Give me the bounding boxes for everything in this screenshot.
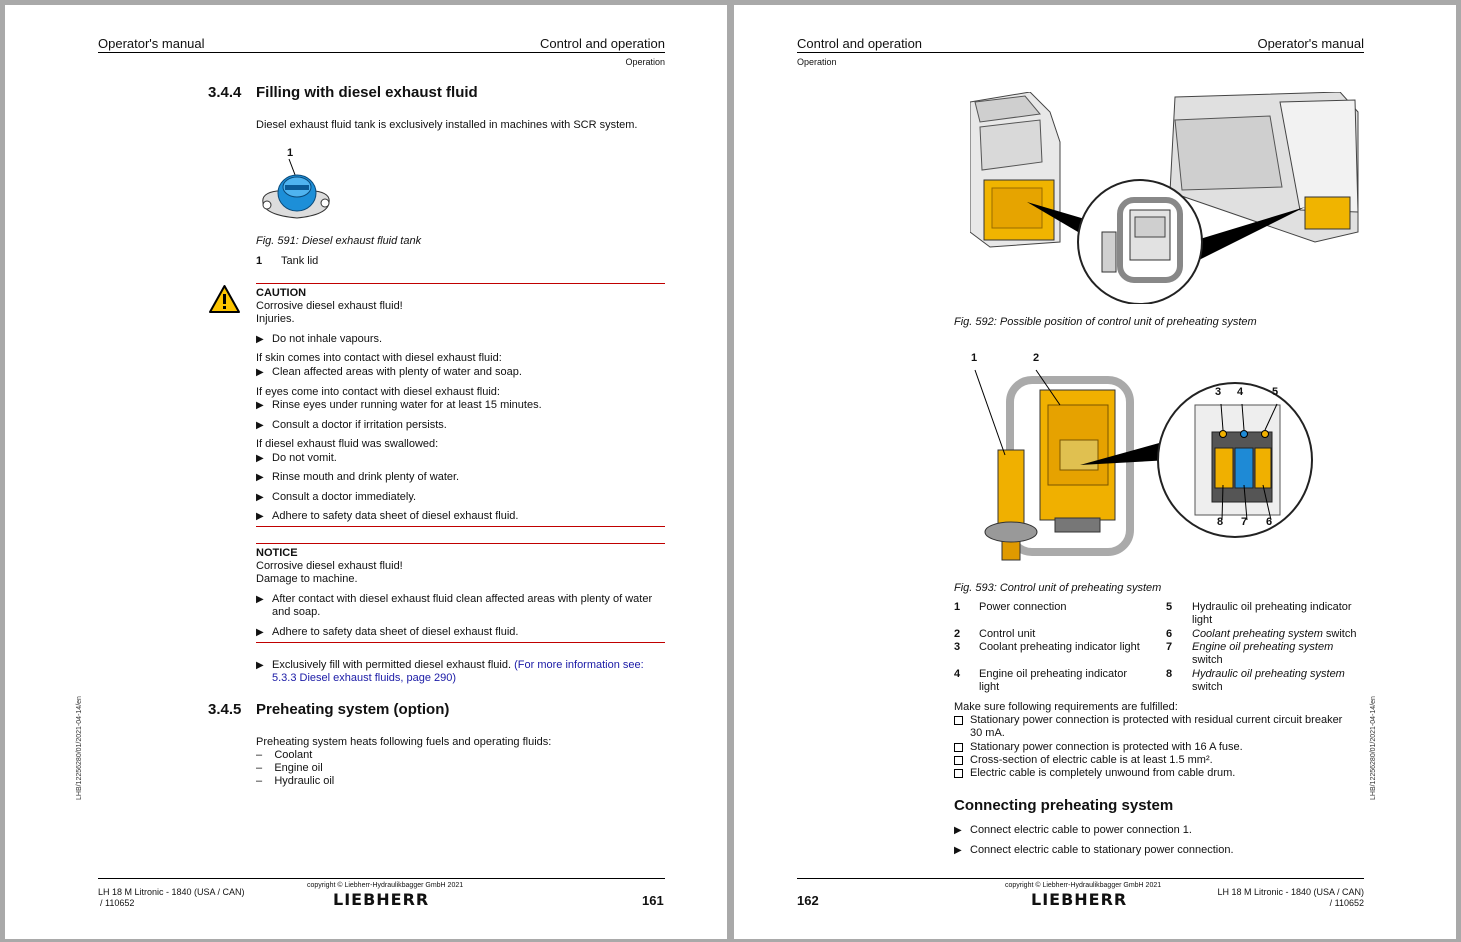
figure-caption: Fig. 593: Control unit of preheating system	[954, 582, 1162, 594]
caution-condition: If diesel exhaust fluid was swallowed:	[256, 438, 439, 450]
header-left: Operator's manual	[98, 36, 205, 51]
warning-triangle-icon	[208, 284, 241, 314]
cross-reference-link[interactable]: 5.3.3 Diesel exhaust fluids, page 290)	[272, 672, 457, 684]
header-left: Control and operation	[797, 36, 923, 51]
requirement-item: Electric cable is completely unwound from cable drum.	[954, 767, 1354, 780]
checkbox-icon	[954, 756, 963, 765]
machine-position-illustration	[970, 92, 1360, 304]
footer-rule	[797, 878, 1364, 879]
caution-bullet: ▶ Adhere to safety data sheet of diesel exhaust fluid.	[256, 510, 519, 522]
liebherr-logo: LIEBHERR	[1031, 890, 1128, 909]
footer-model: LH 18 M Litronic - 1840 (USA / CAN)	[1217, 887, 1364, 897]
section-number: 3.4.5	[208, 701, 242, 718]
bullet-triangle-icon: ▶	[256, 492, 264, 503]
section-title: Filling with diesel exhaust fluid	[256, 84, 478, 101]
bullet-triangle-icon: ▶	[256, 511, 264, 522]
dash-list-item: – Engine oil	[256, 762, 323, 774]
figure-callout: 8	[1217, 516, 1224, 528]
figure-callout: 2	[1033, 352, 1040, 364]
caution-condition: If skin comes into contact with diesel exhaust fluid:	[256, 352, 502, 364]
requirement-item: Stationary power connection is protected with residual current circuit breaker 30 mA.	[954, 714, 1354, 740]
footer-model: LH 18 M Litronic - 1840 (USA / CAN)	[98, 887, 245, 897]
bullet-triangle-icon: ▶	[954, 825, 962, 836]
caution-line1: Corrosive diesel exhaust fluid!	[256, 300, 403, 312]
section-title: Preheating system (option)	[256, 701, 450, 718]
fill-text: Exclusively fill with permitted diesel exhaust fluid.	[272, 659, 512, 671]
requirement-item: Stationary power connection is protected with 16 A fuse.	[954, 741, 1354, 754]
page-161	[5, 5, 727, 939]
caution-bullet: ▶ Rinse eyes under running water for at least 15 minutes.	[256, 399, 542, 411]
checkbox-icon	[954, 743, 963, 752]
bullet-triangle-icon: ▶	[256, 334, 264, 345]
caution-bottom-rule	[256, 526, 665, 527]
legend-item: 1 Power connection	[954, 601, 1067, 613]
tank-lid-illustration	[257, 155, 337, 225]
legend-text: Tank lid	[281, 255, 319, 267]
page-number: 162	[797, 893, 819, 908]
notice-top-rule	[256, 543, 665, 544]
figure-callout: 7	[1241, 516, 1248, 528]
caution-condition: If eyes come into contact with diesel exhaust fluid:	[256, 386, 500, 398]
connect-bullet: ▶ Connect electric cable to power connection 1.	[954, 824, 1192, 836]
legend-item: 3 Coolant preheating indicator light	[954, 641, 1140, 653]
bullet-triangle-icon: ▶	[256, 472, 264, 483]
section-number: 3.4.4	[208, 84, 242, 101]
legend-item: 8 Hydraulic oil preheating system switch	[1166, 668, 1345, 693]
copyright: copyright © Liebherr-Hydraulikbagger GmbH 2021	[307, 882, 464, 889]
figure-caption: Fig. 592: Possible position of control unit of preheating system	[954, 316, 1257, 328]
caution-bullet: ▶ Rinse mouth and drink plenty of water.	[256, 471, 460, 483]
figure-callout: 1	[287, 147, 294, 159]
figure-callout: 4	[1237, 386, 1244, 398]
notice-line2: Damage to machine.	[256, 573, 358, 585]
caution-bullet: ▶ Consult a doctor if irritation persists.	[256, 419, 447, 431]
footer-serial: / 110652	[1329, 898, 1364, 908]
notice-line1: Corrosive diesel exhaust fluid!	[256, 560, 403, 572]
dash-list-item: – Coolant	[256, 749, 313, 761]
document-code: LHB/12256280/01/2021-04-14/en	[1370, 696, 1377, 800]
footer-serial: / 110652	[100, 898, 135, 908]
requirement-item: Cross-section of electric cable is at least 1.5 mm².	[954, 754, 1354, 767]
figure-callout: 1	[971, 352, 978, 364]
header-rule	[797, 52, 1364, 53]
copyright: copyright © Liebherr-Hydraulikbagger GmbH 2021	[1005, 882, 1162, 889]
page-162	[734, 5, 1456, 939]
bullet-triangle-icon: ▶	[954, 845, 962, 856]
preheat-intro: Preheating system heats following fuels and operating fluids:	[256, 736, 552, 748]
header-right: Operator's manual	[1257, 36, 1364, 51]
figure-callout: 5	[1272, 386, 1279, 398]
control-unit-illustration	[970, 360, 1360, 570]
caution-bullet: ▶ Consult a doctor immediately.	[256, 491, 417, 503]
requirements-intro: Make sure following requirements are fulfilled:	[954, 701, 1178, 713]
connect-bullet: ▶ Connect electric cable to stationary power connection.	[954, 844, 1234, 856]
section-title: Connecting preheating system	[954, 797, 1174, 814]
document-code: LHB/12256280/01/2021-04-14/en	[76, 696, 83, 800]
bullet-triangle-icon: ▶	[256, 627, 264, 638]
figure-caption: Fig. 591: Diesel exhaust fluid tank	[256, 235, 422, 247]
intro-text: Diesel exhaust fluid tank is exclusively installed in machines with SCR system.	[256, 119, 638, 131]
checkbox-icon	[954, 716, 963, 725]
caution-top-rule	[256, 283, 665, 284]
dash-list-item: – Hydraulic oil	[256, 775, 335, 787]
legend-item: 6 Coolant preheating system switch	[1166, 628, 1357, 640]
bullet-triangle-icon: ▶	[256, 594, 264, 605]
subheader: Operation	[625, 57, 665, 67]
liebherr-logo: LIEBHERR	[333, 890, 430, 909]
legend-item: 4 Engine oil preheating indicator light	[954, 668, 1127, 693]
caution-title: CAUTION	[256, 287, 307, 299]
notice-bullet: ▶ After contact with diesel exhaust fluid clean affected areas with plenty of water and soap.	[256, 593, 653, 618]
bullet-triangle-icon: ▶	[256, 660, 264, 671]
page-number: 161	[642, 893, 664, 908]
figure-callout: 3	[1215, 386, 1222, 398]
notice-bottom-rule	[256, 642, 665, 643]
footer-rule	[98, 878, 665, 879]
bullet-triangle-icon: ▶	[256, 420, 264, 431]
checkbox-icon	[954, 769, 963, 778]
notice-bullet: ▶ Adhere to safety data sheet of diesel exhaust fluid.	[256, 626, 519, 638]
bullet-triangle-icon: ▶	[256, 400, 264, 411]
caution-bullet: ▶ Do not vomit.	[256, 452, 337, 464]
figure-callout: 6	[1266, 516, 1273, 528]
legend-item: 5 Hydraulic oil preheating indicator light	[1166, 601, 1352, 626]
header-right: Control and operation	[539, 36, 665, 51]
caution-bullet: ▶ Clean affected areas with plenty of water and soap.	[256, 366, 522, 378]
header-rule	[98, 52, 665, 53]
fill-bullet	[256, 659, 661, 685]
legend-item: 2 Control unit	[954, 628, 1036, 640]
caution-bullet: ▶ Do not inhale vapours.	[256, 333, 383, 345]
legend-item: 7 Engine oil preheating system switch	[1166, 641, 1334, 666]
subheader: Operation	[797, 57, 837, 67]
legend-number: 1	[256, 255, 263, 267]
cross-reference-link[interactable]: (For more information see:	[514, 659, 644, 671]
caution-line2: Injuries.	[256, 313, 295, 325]
notice-title: NOTICE	[256, 547, 298, 559]
bullet-triangle-icon: ▶	[256, 367, 264, 378]
bullet-triangle-icon: ▶	[256, 453, 264, 464]
